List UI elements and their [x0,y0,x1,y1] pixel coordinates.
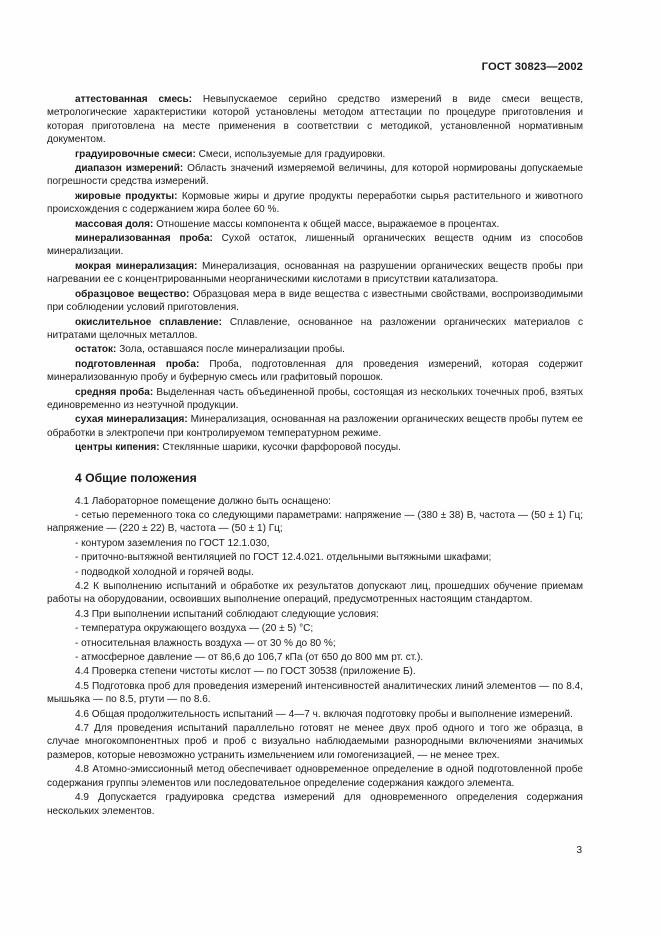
list-item: - относительная влажность воздуха — от 30 % до 80 %; [75,637,336,649]
page-number: 3 [576,845,582,856]
definition-term: градуировочные смеси: [75,148,196,160]
definition-item [47,441,583,454]
definition-item [47,413,583,440]
definition-term: аттестованная смесь: [75,94,193,105]
definition-text: Сухой остаток, лишенный органических веществ одним из способов минерализации. [47,233,583,258]
list-item: - температура окружающего воздуха — (20 ± 5) °С; [75,623,314,635]
definition-term: подготовленная проба: [75,358,200,370]
definition-text: Образцовая мера в виде вещества с известными свойствами, воспроизводимыми при соблюдении условий приготовления. [47,288,583,314]
definition-item [47,190,583,217]
definition-text: Кормовые жиры и другие продукты переработки сырья растительного и животного происхождения с содержанием жира более 60 %. [47,190,583,216]
definition-item [47,316,583,343]
definition-text: Минерализация, основанная на разрушении органических веществ пробы при нагревании ее с концентрированными неорганическими кислотами в присутствии катализатора. [47,260,583,286]
definition-term: образцовое вещество: [75,288,190,300]
paragraph: 4.3 При выполнении испытаний соблюдают следующие условия: [75,608,379,620]
definition-term: сухая минерализация: [75,414,188,426]
definition-term: остаток: [75,344,117,356]
definition-text: Сплавление, основанное на разложении органических материалов с нитратами щелочных металлов. [47,316,583,341]
list-item: - подводкой холодной и горячей воды. [75,566,254,578]
paragraph: 4.8 Атомно-эмиссионный метод обеспечивает одновременное определение в одной подготовленной пробе содержания группы элементов или последовательное определение содержания каждого элемента. [47,764,583,789]
definition-item [47,232,583,259]
section-body [47,495,583,818]
definition-text: Невыпускаемое серийно средство измерений в виде смеси веществ, метрологические характеристики которой установлены методом аттестации по процедуре приготовления и которая приготовлена на месте применения в соответствии с методикой, установленной нормативным документом. [47,94,583,146]
definition-item [47,218,583,231]
definition-item [47,148,583,161]
definitions-list [47,93,583,455]
list-item: - сетью переменного тока со следующими параметрами: напряжение — (380 ± 38) В, частота — (50 ± 1) Гц; напряжение — (220 ± 22) В, частота — (50 ± 1) Гц; [47,509,583,535]
paragraph: 4.1 Лабораторное помещение должно быть оснащено: [75,495,331,507]
list-item: - приточно-вытяжной вентиляцией по ГОСТ 12.4.021. отдельными вытяжными шкафами; [75,552,492,564]
definition-term: мокрая минерализация: [75,260,198,272]
definition-item [47,93,583,147]
definition-text: Отношение массы компонента к общей массе, выражаемое в процентах. [153,218,500,230]
definition-text: Проба, подготовленная для проведения измерений, которая содержит минерализованную пробу и буферную смесь или графитовый порошок. [47,358,584,384]
paragraph: 4.2 К выполнению испытаний и обработке их результатов допускают лиц, прошедших обучение приемам работы на оборудовании, освоивших выполнение операций, предусмотренных настоящим стандартом. [47,581,583,606]
page-content [47,93,583,819]
definition-term: минерализованная проба: [75,233,213,245]
section-heading: 4 Общие положения [75,470,197,485]
paragraph: 4.6 Общая продолжительность испытаний — 4—7 ч. включая подготовку пробы и выполнение измерений. [75,708,573,720]
definition-text: Выделенная часть объединенной пробы, состоящая из нескольких точечных проб, взятых единовременно из неэтучной продукции. [47,386,583,411]
definition-text: Зола, оставшаяся после минерализации пробы. [116,344,345,356]
definition-text: Область значений измеряемой величины, для которой нормированы допускаемые погрешности средства измерений. [47,163,583,188]
definition-term: диапазон измерений: [75,163,184,175]
paragraph: 4.5 Подготовка проб для проведения измерений интенсивностей аналитических линий элементов — по 8.4, мышьяка — по 8.5, ртути — по 8.6. [47,680,583,706]
paragraph: 4.7 Для проведения испытаний параллельно готовят не менее двух проб одного и того же образца, в случае многокомпонентных проб и проб с визуально наблюдаемыми разнородными включениями значимых размеров, которые невозможно устранить измельчением или гомогенизацией, — не менее трех. [47,723,583,761]
definition-term: средняя проба: [75,386,154,398]
definition-item [47,162,583,189]
definition-item [47,386,583,413]
paragraph: 4.9 Допускается градуировка средства измерений для одновременного определения содержания нескольких элементов. [47,792,583,817]
definition-term: центры кипения: [75,442,160,454]
standard-header: ГОСТ 30823—2002 [481,61,583,73]
definition-item [47,288,583,315]
definition-text: Смеси, используемые для градуировки. [195,148,386,160]
list-item: - атмосферное давление — от 86,6 до 106,7 кПа (от 650 до 800 мм рт. ст.). [75,652,424,664]
definition-text: Минерализация, основанная на разложении органических веществ пробы путем ее обработки в электропечи при контролируемом температурном режиме. [47,414,584,439]
paragraph: 4.4 Проверка степени чистоты кислот — по ГОСТ 30538 (приложение Б). [75,666,416,678]
definition-term: жировые продукты: [75,190,178,202]
definition-item [47,343,583,356]
definition-text: Стеклянные шарики, кусочки фарфоровой посуды. [159,442,401,454]
definition-item [47,358,583,385]
definition-item [47,260,583,287]
list-item: - контуром заземления по ГОСТ 12.1.030, [75,537,270,549]
definition-term: окислительное сплавление: [75,316,222,328]
definition-term: массовая доля: [75,218,154,230]
